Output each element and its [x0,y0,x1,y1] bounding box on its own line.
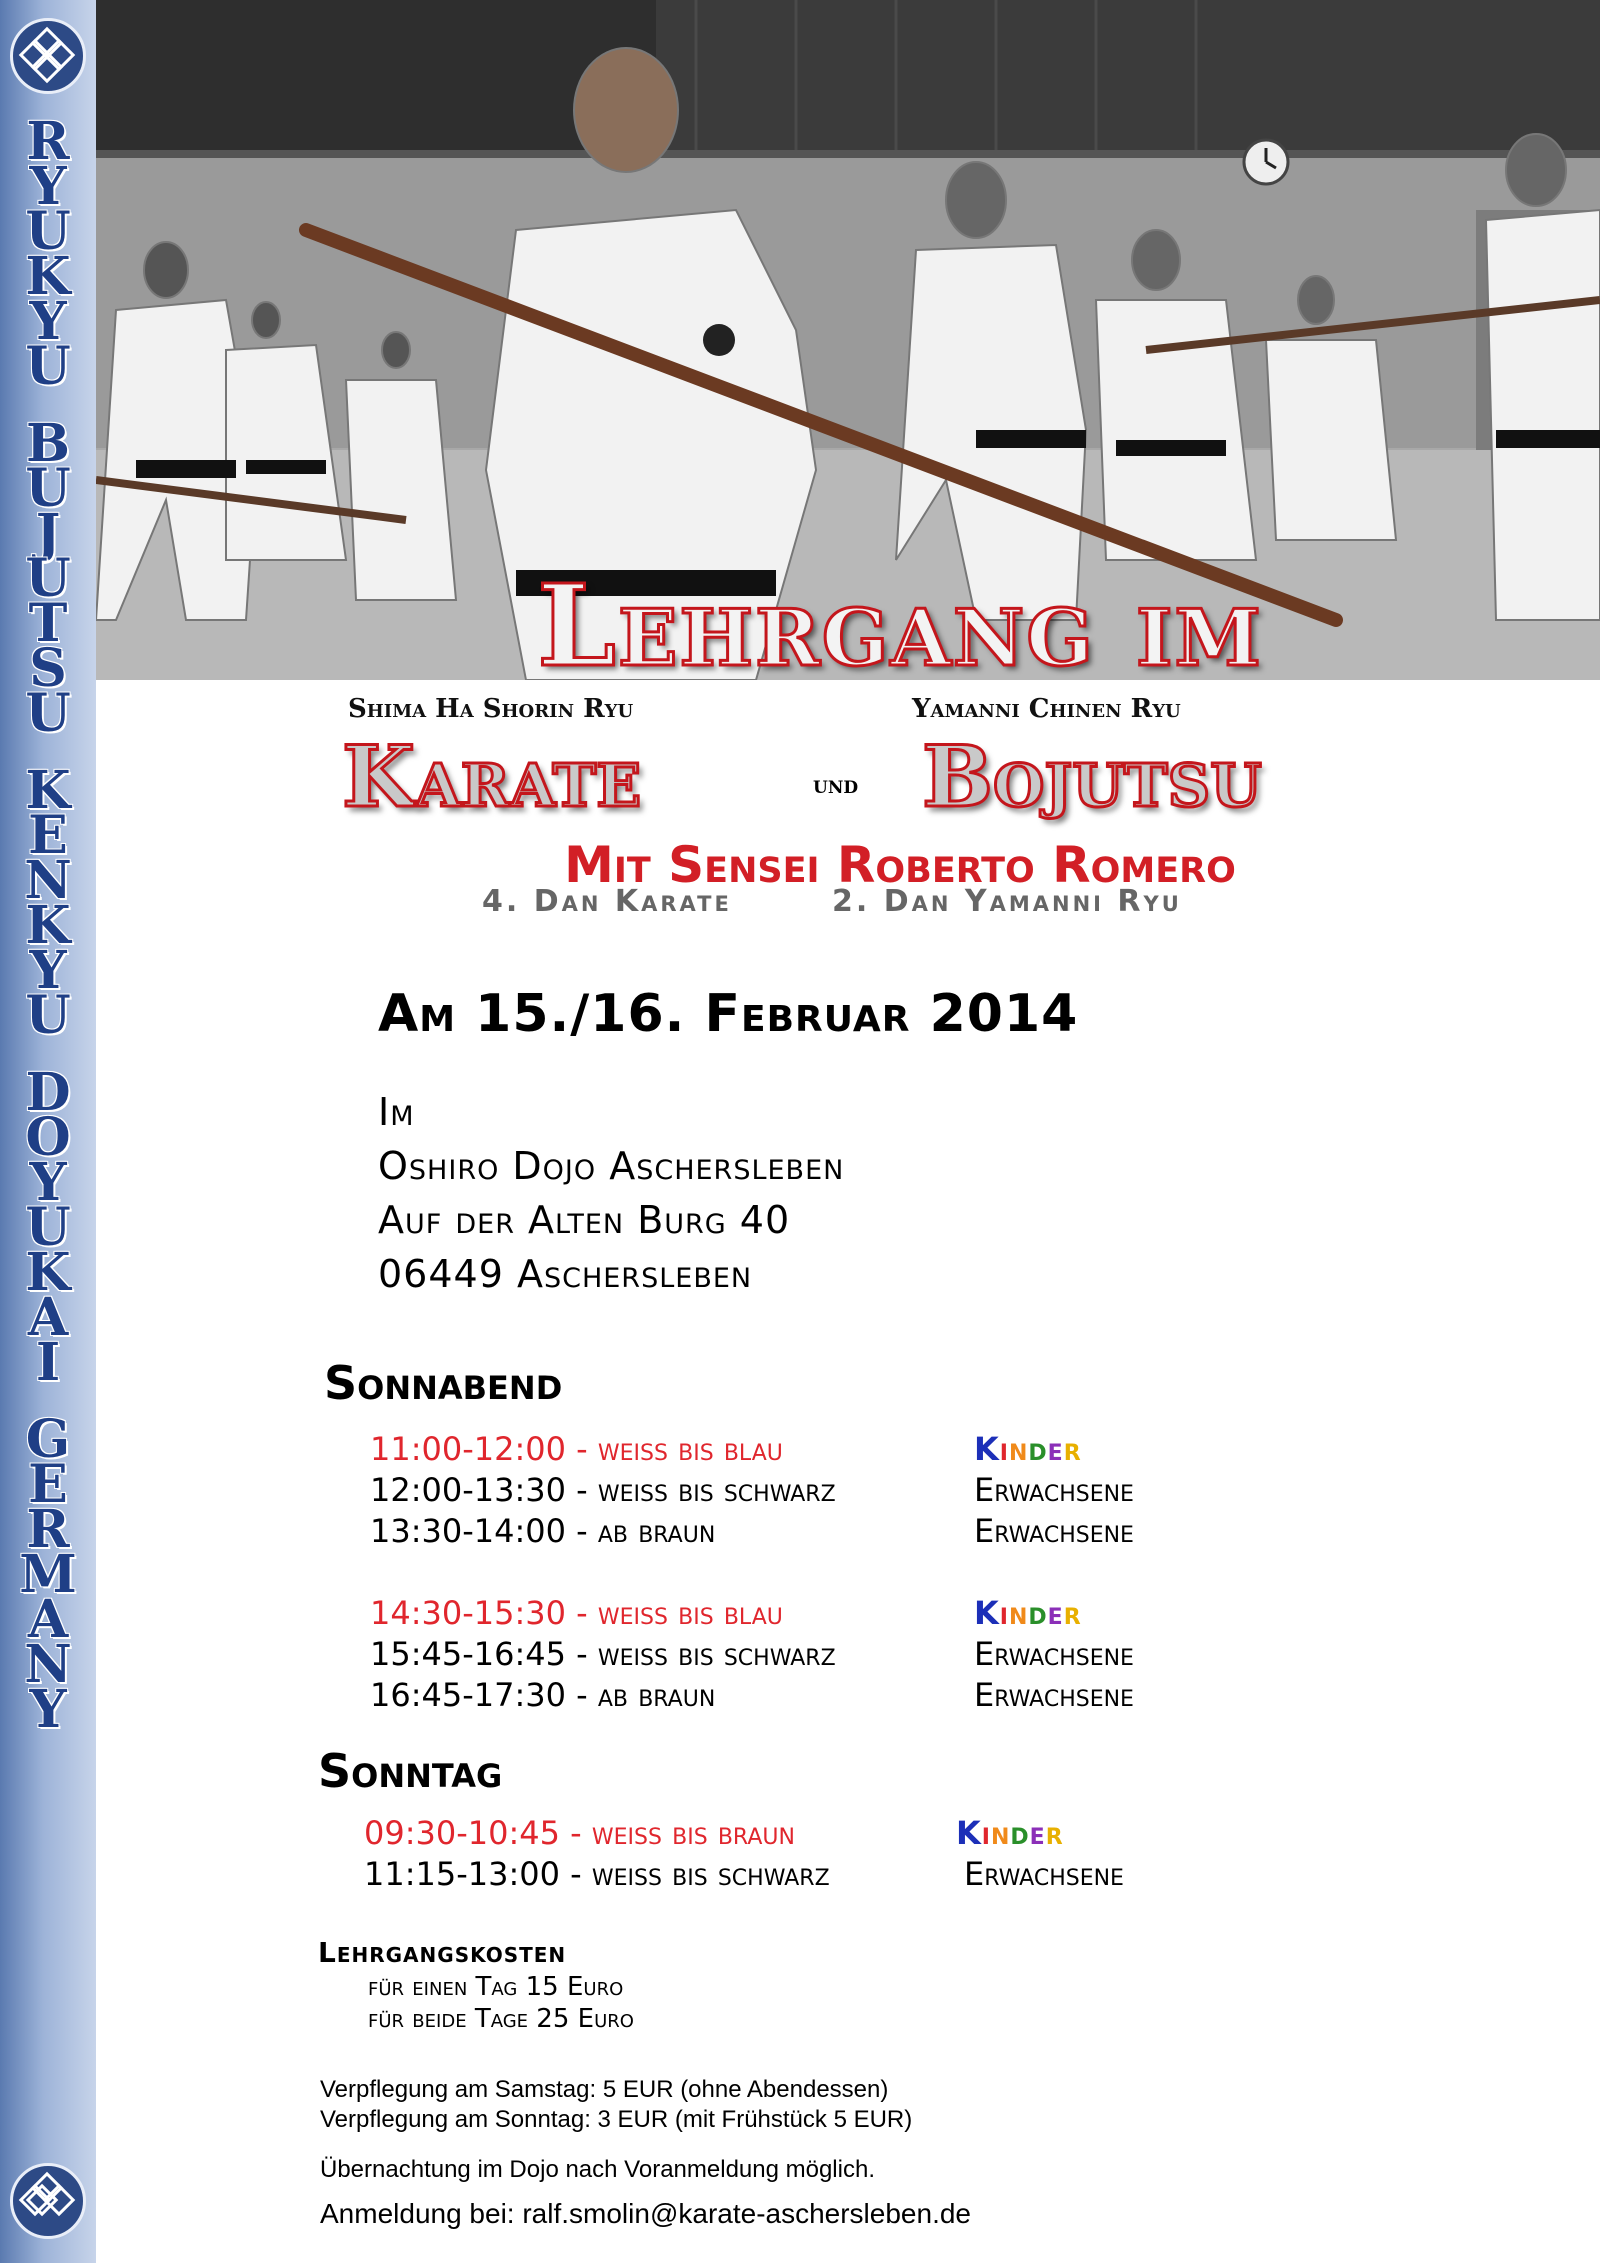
vertical-letter: U [25,336,71,397]
schedule-group: Kinder [974,1430,1082,1468]
schedule-time: 11:15-13:00 - weiß bis schwarz [364,1855,830,1893]
vertical-letter: Y [29,156,67,217]
schedule-group: Erwachsene [974,1676,1134,1714]
vertical-letter: S [29,638,67,699]
costs-heading: Lehrgangskosten [318,1936,567,1969]
schedule-time: 14:30-15:30 - weiß bis blau [370,1594,783,1632]
vertical-letter: D [25,1062,71,1123]
vertical-letter: Y [29,291,67,352]
schedule-time: 16:45-17:30 - ab braun [370,1676,716,1714]
schedule-time: 13:30-14:00 - ab braun [370,1512,716,1550]
vertical-letter: A [27,1589,69,1650]
vertical-letter: U [25,458,71,519]
schedule-group: Erwachsene [964,1855,1124,1893]
dan-yamanni: 2. Dan Yamanni Ryu [832,884,1182,919]
schedule-group: Kinder [956,1814,1064,1852]
vertical-letter: N [24,1634,72,1695]
schedule-group: Erwachsene [974,1471,1134,1509]
vertical-letter: J [35,503,61,564]
sensei-line: Mit Sensei Roberto Romero [564,836,1236,894]
vertical-letter: U [25,548,71,609]
vertical-letter: K [25,246,71,307]
vertical-letter: R [26,111,70,172]
vertical-letter: M [19,1544,77,1605]
schedule-time: 11:00-12:00 - weiß bis blau [370,1430,783,1468]
club-crest-top [10,18,86,94]
vertical-letter: K [25,1242,71,1303]
saturday-heading: Sonnabend [324,1356,563,1410]
cost-line: für einen Tag 15 Euro [368,1972,624,2002]
schedule-group: Kinder [974,1594,1082,1632]
schedule-time: 12:00-13:30 - weiß bis schwarz [370,1471,836,1509]
vertical-letter: U [25,201,71,262]
registration-line: Anmeldung bei: ralf.smolin@karate-aschersleben.de [320,2198,971,2229]
address-line: Auf der Alten Burg 40 [378,1198,791,1242]
schedule-time: 09:30-10:45 - weiß bis braun [364,1814,795,1852]
event-date: Am 15./16. Februar 2014 [378,984,1079,1044]
schedule-time: 15:45-16:45 - weiß bis schwarz [370,1635,836,1673]
vertical-letter: B [26,413,70,474]
vertical-letter: K [25,895,71,956]
catering-note: Verpflegung am Samstag: 5 EUR (ohne Abendessen) [320,2076,889,2103]
vertical-letter: R [26,1499,70,1560]
club-crest-bottom [10,2163,86,2239]
headline: Lehrgang im [537,561,1263,692]
catering-note: Verpflegung am Sonntag: 3 EUR (mit Frühstück 5 EUR) [320,2106,913,2133]
vertical-letter: I [35,1332,61,1393]
accommodation-note: Übernachtung im Dojo nach Voranmeldung möglich. [320,2156,875,2183]
karate-style-label: Shima Ha Shorin Ryu [348,694,634,724]
vertical-letter: U [25,1197,71,1258]
bojutsu-title: Bojutsu [922,727,1262,826]
address-line: Im [378,1090,415,1134]
vertical-letter: E [28,1454,68,1515]
vertical-letter: Y [29,1679,67,1740]
and-word: und [813,770,859,799]
vertical-letter: T [28,593,68,654]
vertical-letter: K [25,760,71,821]
cost-line: für beide Tage 25 Euro [368,2004,634,2034]
vertical-letter: U [25,985,71,1046]
bojutsu-style-label: Yamanni Chinen Ryu [912,694,1181,724]
vertical-letter: O [25,1107,71,1168]
vertical-letter: U [25,683,71,744]
dan-karate: 4. Dan Karate [482,884,732,919]
schedule-group: Erwachsene [974,1512,1134,1550]
karate-title: Karate [342,727,642,826]
vertical-letter: Y [29,940,67,1001]
vertical-club-name [0,111,96,2142]
vertical-letter: Y [29,1152,67,1213]
vertical-letter: N [24,850,72,911]
vertical-letter: A [27,1287,69,1348]
address-line: Oshiro Dojo Aschersleben [378,1144,845,1188]
side-band [0,0,96,2263]
vertical-letter: E [28,805,68,866]
address-line: 06449 Aschersleben [378,1252,753,1296]
sunday-heading: Sonntag [318,1744,503,1798]
schedule-group: Erwachsene [974,1635,1134,1673]
vertical-letter: G [25,1409,71,1470]
